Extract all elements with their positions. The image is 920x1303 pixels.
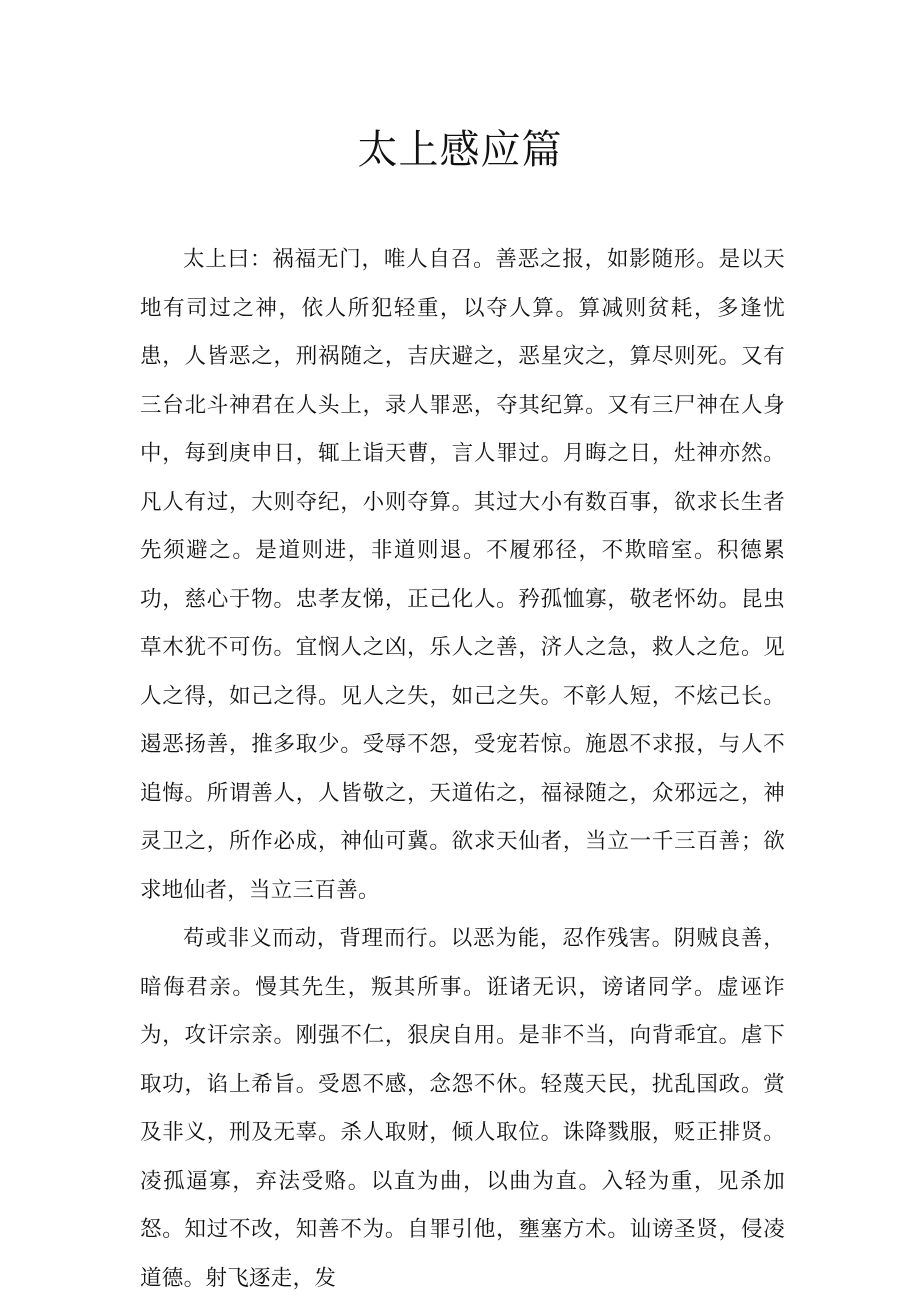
document-title: 太上感应篇 bbox=[357, 127, 563, 173]
document-body bbox=[140, 236, 785, 1303]
paragraph-1: 太上曰：祸福无门，唯人自召。善恶之报，如影随形。是以天地有司过之神，依人所犯轻重，以夺人算。算减则贫耗，多逢忧患，人皆恶之，刑祸随之，吉庆避之，恶星灾之，算尽则死。又有三台北斗神君在人头上，录人罪恶，夺其纪算。又有三尸神在人身中，每到庚申日，辄上诣天曹，言人罪过。月晦之日，灶神亦然。凡人有过，大则夺纪，小则夺算。其过大小有数百事，欲求长生者先须避之。是道则进，非道则退。不履邪径，不欺暗室。积德累功，慈心于物。忠孝友悌，正己化人。矜孤恤寡，敬老怀幼。昆虫草木犹不可伤。宜悯人之凶，乐人之善，济人之急，救人之危。见人之得，如己之得。见人之失，如己之失。不彰人短，不炫己长。遏恶扬善，推多取少。受辱不怨，受宠若惊。施恩不求报，与人不追悔。所谓善人，人皆敬之，天道佑之，福禄随之，众邪远之，神灵卫之，所作必成，神仙可冀。欲求天仙者，当立一千三百善；欲求地仙者，当立三百善。 bbox=[140, 247, 785, 903]
paragraph-2: 苟或非义而动，背理而行。以恶为能，忍作残害。阴贼良善，暗侮君亲。慢其先生，叛其所事。诳诸无识，谤诸同学。虚诬诈为，攻讦宗亲。刚强不仁，狠戾自用。是非不当，向背乖宜。虐下取功，谄上希旨。受恩不感，念怨不休。轻蔑天民，扰乱国政。赏及非义，刑及无辜。杀人取财，倾人取位。诛降戮服，贬正排贤。凌孤逼寡，弃法受赂。以直为曲，以曲为直。入轻为重，见杀加怒。知过不改，知善不为。自罪引他，壅塞方术。讪谤圣贤，侵凌道德。射飞逐走，发 bbox=[140, 926, 785, 1291]
